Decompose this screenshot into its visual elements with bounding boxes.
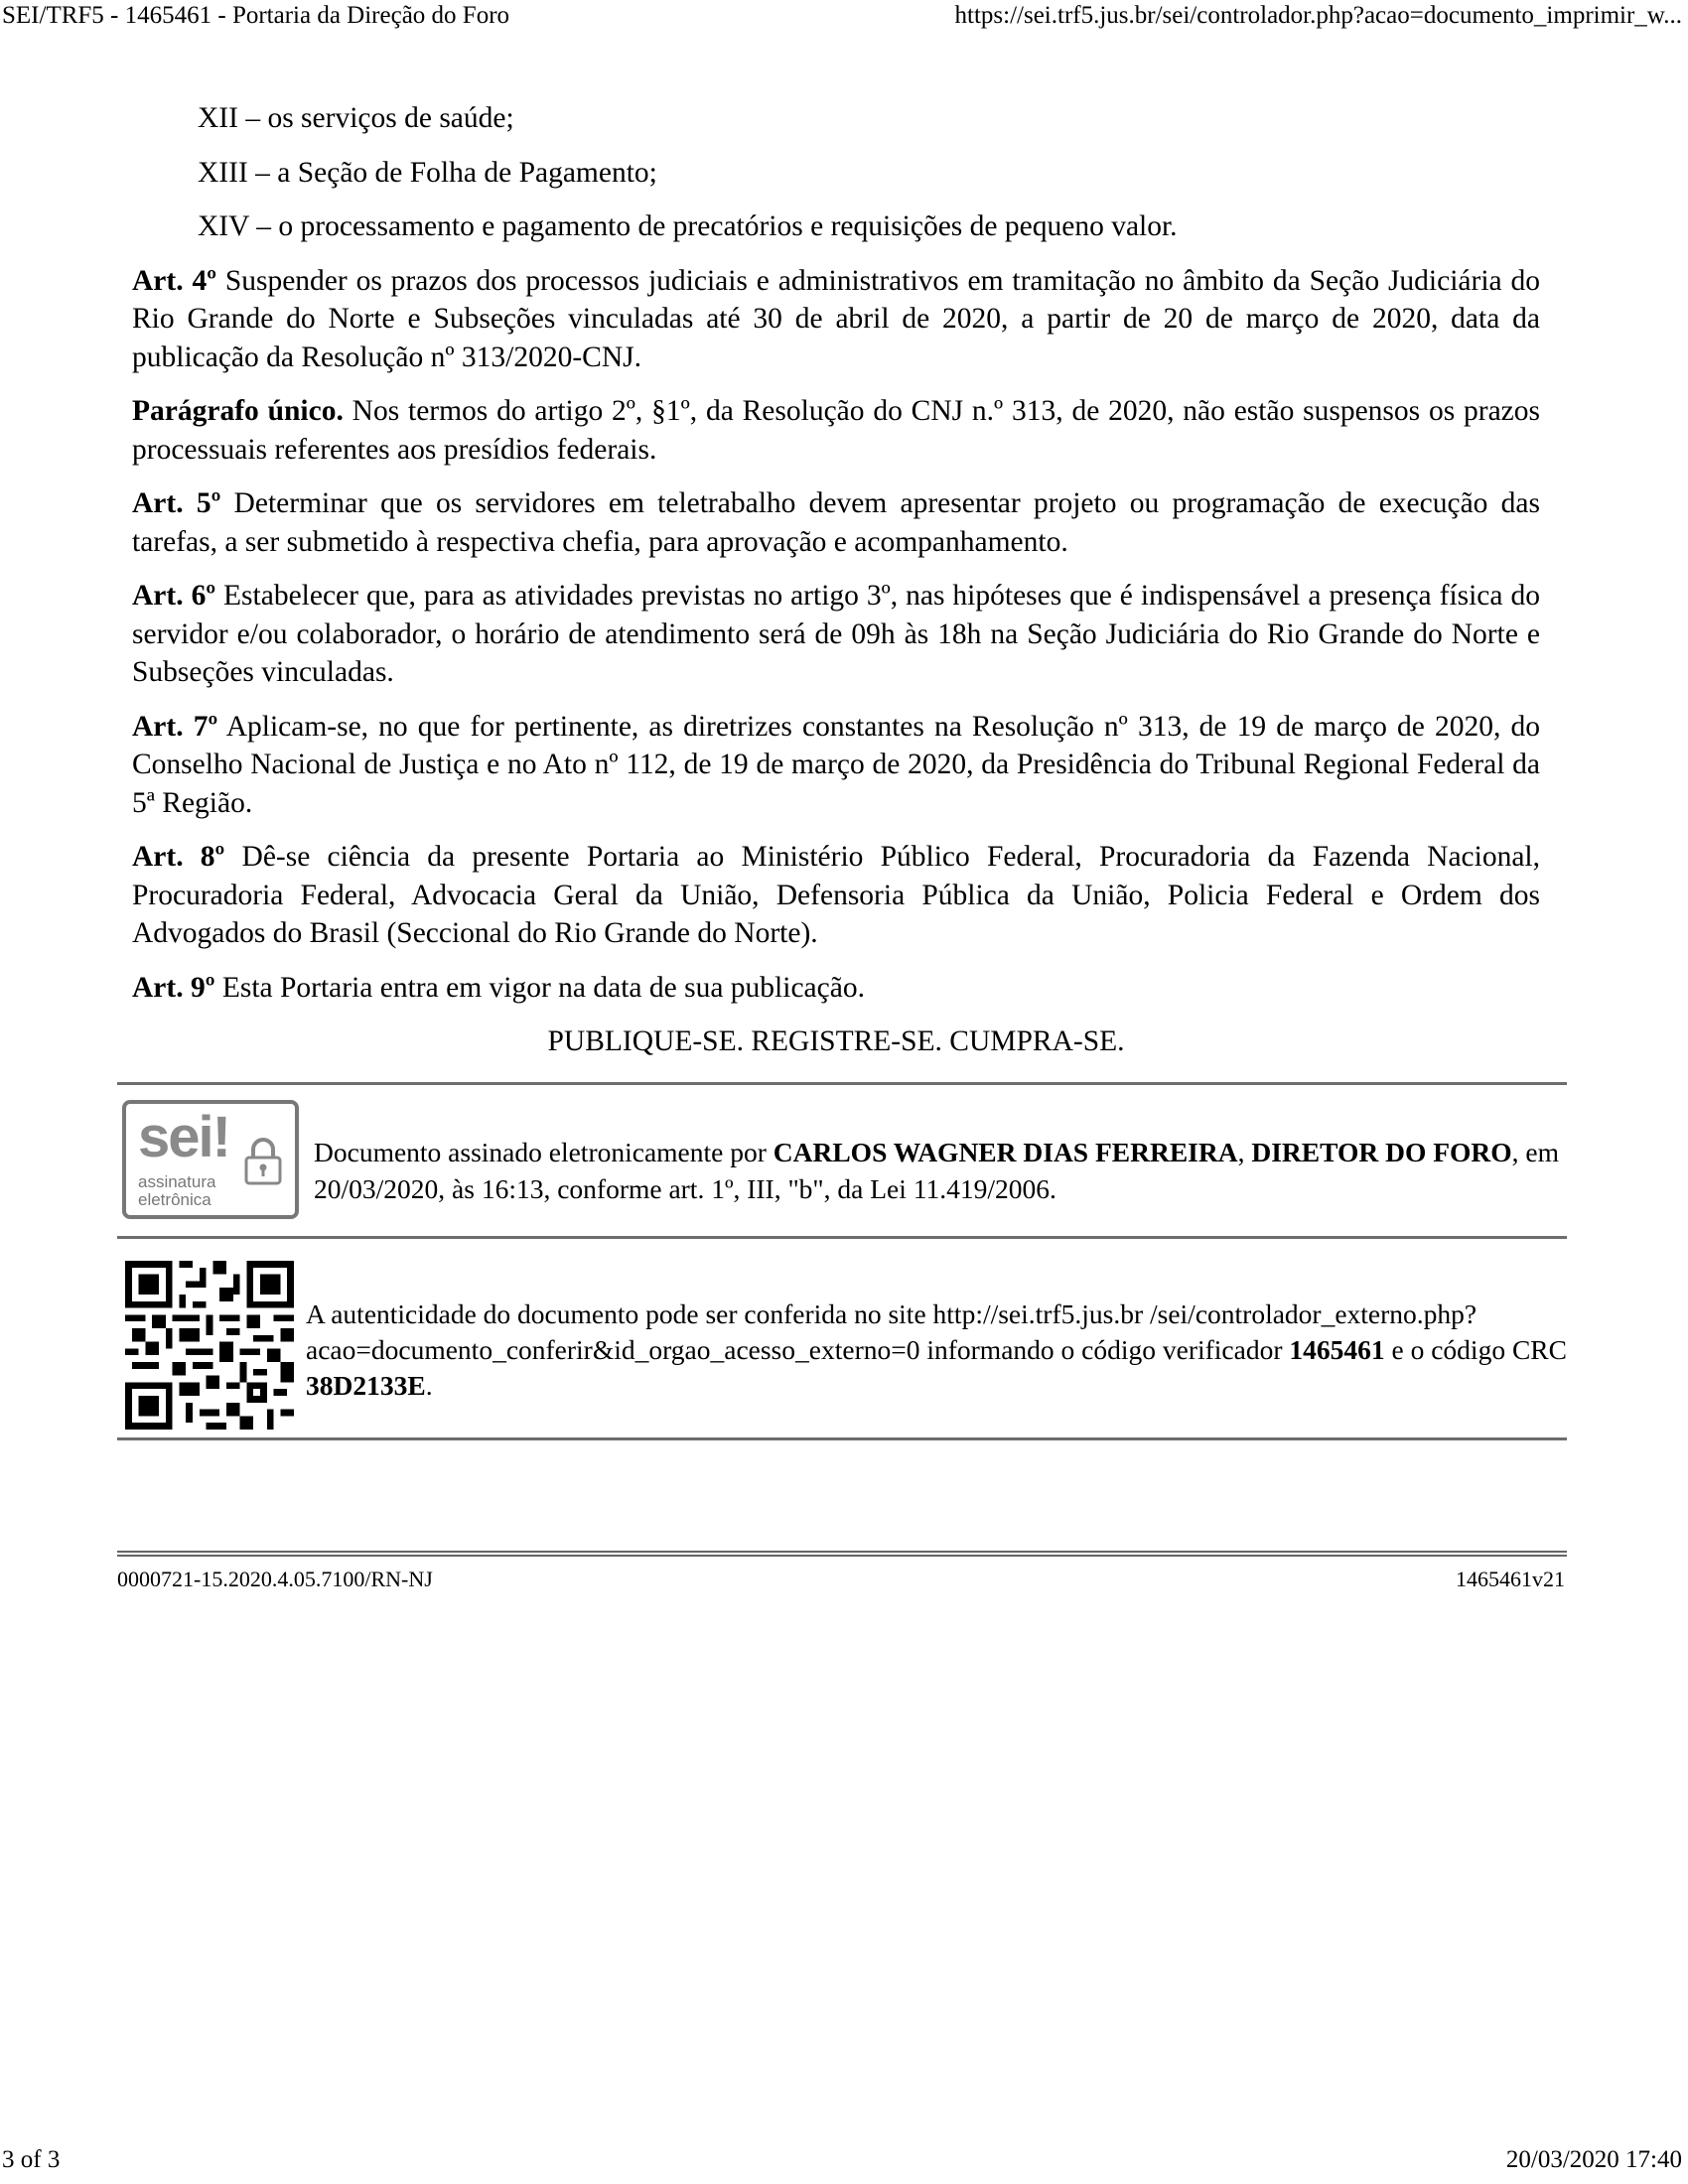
authenticity-block [117, 1253, 1567, 1432]
sei-logo: sei! [138, 1105, 229, 1169]
authenticity-text-mid: e o código CRC [1384, 1334, 1567, 1365]
article-8 [132, 838, 1540, 953]
article-text: Dê-se ciência da presente Portaria ao Ministério Público Federal, Procuradoria da Fazenda Nacional, Procuradoria Federal, Advocacia Geral da União, Defensoria Pública da União, Policia Federal e Ordem dos Advogados do Brasil (Seccional do Rio Grande do Norte). [132, 841, 1540, 949]
signature-block [117, 1100, 1567, 1224]
double-divider [117, 1551, 1567, 1559]
sei-signature-seal [122, 1100, 299, 1219]
article-5 [132, 484, 1540, 561]
article-text: Nos termos do artigo 2º, §1º, da Resolução do CNJ n.º 313, de 2020, não estão suspensos os prazos processuais referentes aos presídios federais. [132, 395, 1540, 466]
authenticity-text-intro: A autenticidade do documento pode ser conferida no site http://sei.trf5.jus.br /sei/controlador_externo.php?acao=documento_conferir&id_orgao_acesso_externo=0 informando o código verificador [306, 1298, 1477, 1365]
article-label: Art. 9º [132, 971, 215, 1004]
article-label: Art. 4º [132, 264, 216, 297]
signature-text [314, 1134, 1565, 1207]
article-7 [132, 708, 1540, 823]
divider [117, 1082, 1567, 1085]
article-text: Estabelecer que, para as atividades previstas no artigo 3º, nas hipóteses que é indispensável a presença física do servidor e/ou colaborador, o horário de atendimento será de 09h às 18h na Seção Judiciária do Rio Grande do Norte e Subseções vinculadas. [132, 580, 1540, 688]
page-counter: 3 of 3 [2, 2146, 61, 2173]
divider [117, 1236, 1567, 1239]
article-label: Parágrafo único. [132, 395, 344, 427]
verifier-code: 1465461 [1289, 1334, 1385, 1365]
seal-text-assinatura: assinatura [138, 1172, 216, 1191]
seal-text-eletronica: eletrônica [138, 1190, 211, 1209]
signature-prefix: Documento assinado eletronicamente por [314, 1137, 774, 1167]
article-label: Art. 5º [132, 487, 221, 519]
document-body [132, 99, 1540, 1061]
article-label: Art. 7º [132, 710, 218, 743]
article-label: Art. 6º [132, 580, 216, 612]
list-item-xiv: XIV – o processamento e pagamento de precatórios e requisições de pequeno valor. [198, 210, 1178, 242]
lock-icon [243, 1138, 283, 1185]
crc-code: 38D2133E [306, 1370, 426, 1401]
print-datetime: 20/03/2020 17:40 [1505, 2146, 1682, 2173]
browser-print-url[interactable]: https://sei.trf5.jus.br/sei/controlador.php?acao=documento_imprimir_w... [954, 2, 1682, 29]
article-9 [132, 969, 1540, 1008]
browser-print-title: SEI/TRF5 - 1465461 - Portaria da Direção do Foro [2, 2, 510, 29]
signer-name: CARLOS WAGNER DIAS FERREIRA [773, 1137, 1238, 1167]
article-label: Art. 8º [132, 841, 225, 873]
article-text: Suspender os prazos dos processos judiciais e administrativos em tramitação no âmbito da Seção Judiciária do Rio Grande do Norte e Subseções vinculadas até 30 de abril de 2020, a partir de 20 de março de 2020, data da publicação da Resolução nº 313/2020-CNJ. [132, 264, 1540, 373]
article-text: Determinar que os servidores em teletrabalho devem apresentar projeto ou programação de execução das tarefas, a ser submetido à respectiva chefia, para aprovação e acompanhamento. [132, 487, 1540, 558]
process-number: 0000721-15.2020.4.05.7100/RN-NJ [117, 1567, 433, 1591]
article-text: Aplicam-se, no que for pertinente, as diretrizes constantes na Resolução nº 313, de 19 de março de 2020, do Conselho Nacional de Justiça e no Ato nº 112, de 19 de março de 2020, da Presidência do Tribunal Regional Federal da 5ª Região. [132, 710, 1540, 819]
list-item-xiii: XIII – a Seção de Folha de Pagamento; [198, 156, 657, 189]
signature-suffix: , em 20/03/2020, às 16:13, conforme art. 1º, III, "b", da Lei 11.419/2006. [314, 1137, 1560, 1204]
closing-statement: PUBLIQUE-SE. REGISTRE-SE. CUMPRA-SE. [547, 1025, 1125, 1057]
document-version: 1465461v21 [1456, 1567, 1565, 1591]
signature-separator: , [1237, 1137, 1252, 1167]
signer-role: DIRETOR DO FORO [1251, 1137, 1512, 1167]
paragrafo-unico [132, 392, 1540, 469]
article-text: Esta Portaria entra em vigor na data de sua publicação. [214, 971, 865, 1004]
divider [117, 1437, 1567, 1440]
qr-code-icon [125, 1261, 294, 1430]
authenticity-text-end: . [425, 1370, 433, 1401]
article-6 [132, 577, 1540, 692]
article-4 [132, 262, 1540, 377]
list-item-xii: XII – os serviços de saúde; [198, 102, 514, 134]
authenticity-text [306, 1297, 1567, 1404]
